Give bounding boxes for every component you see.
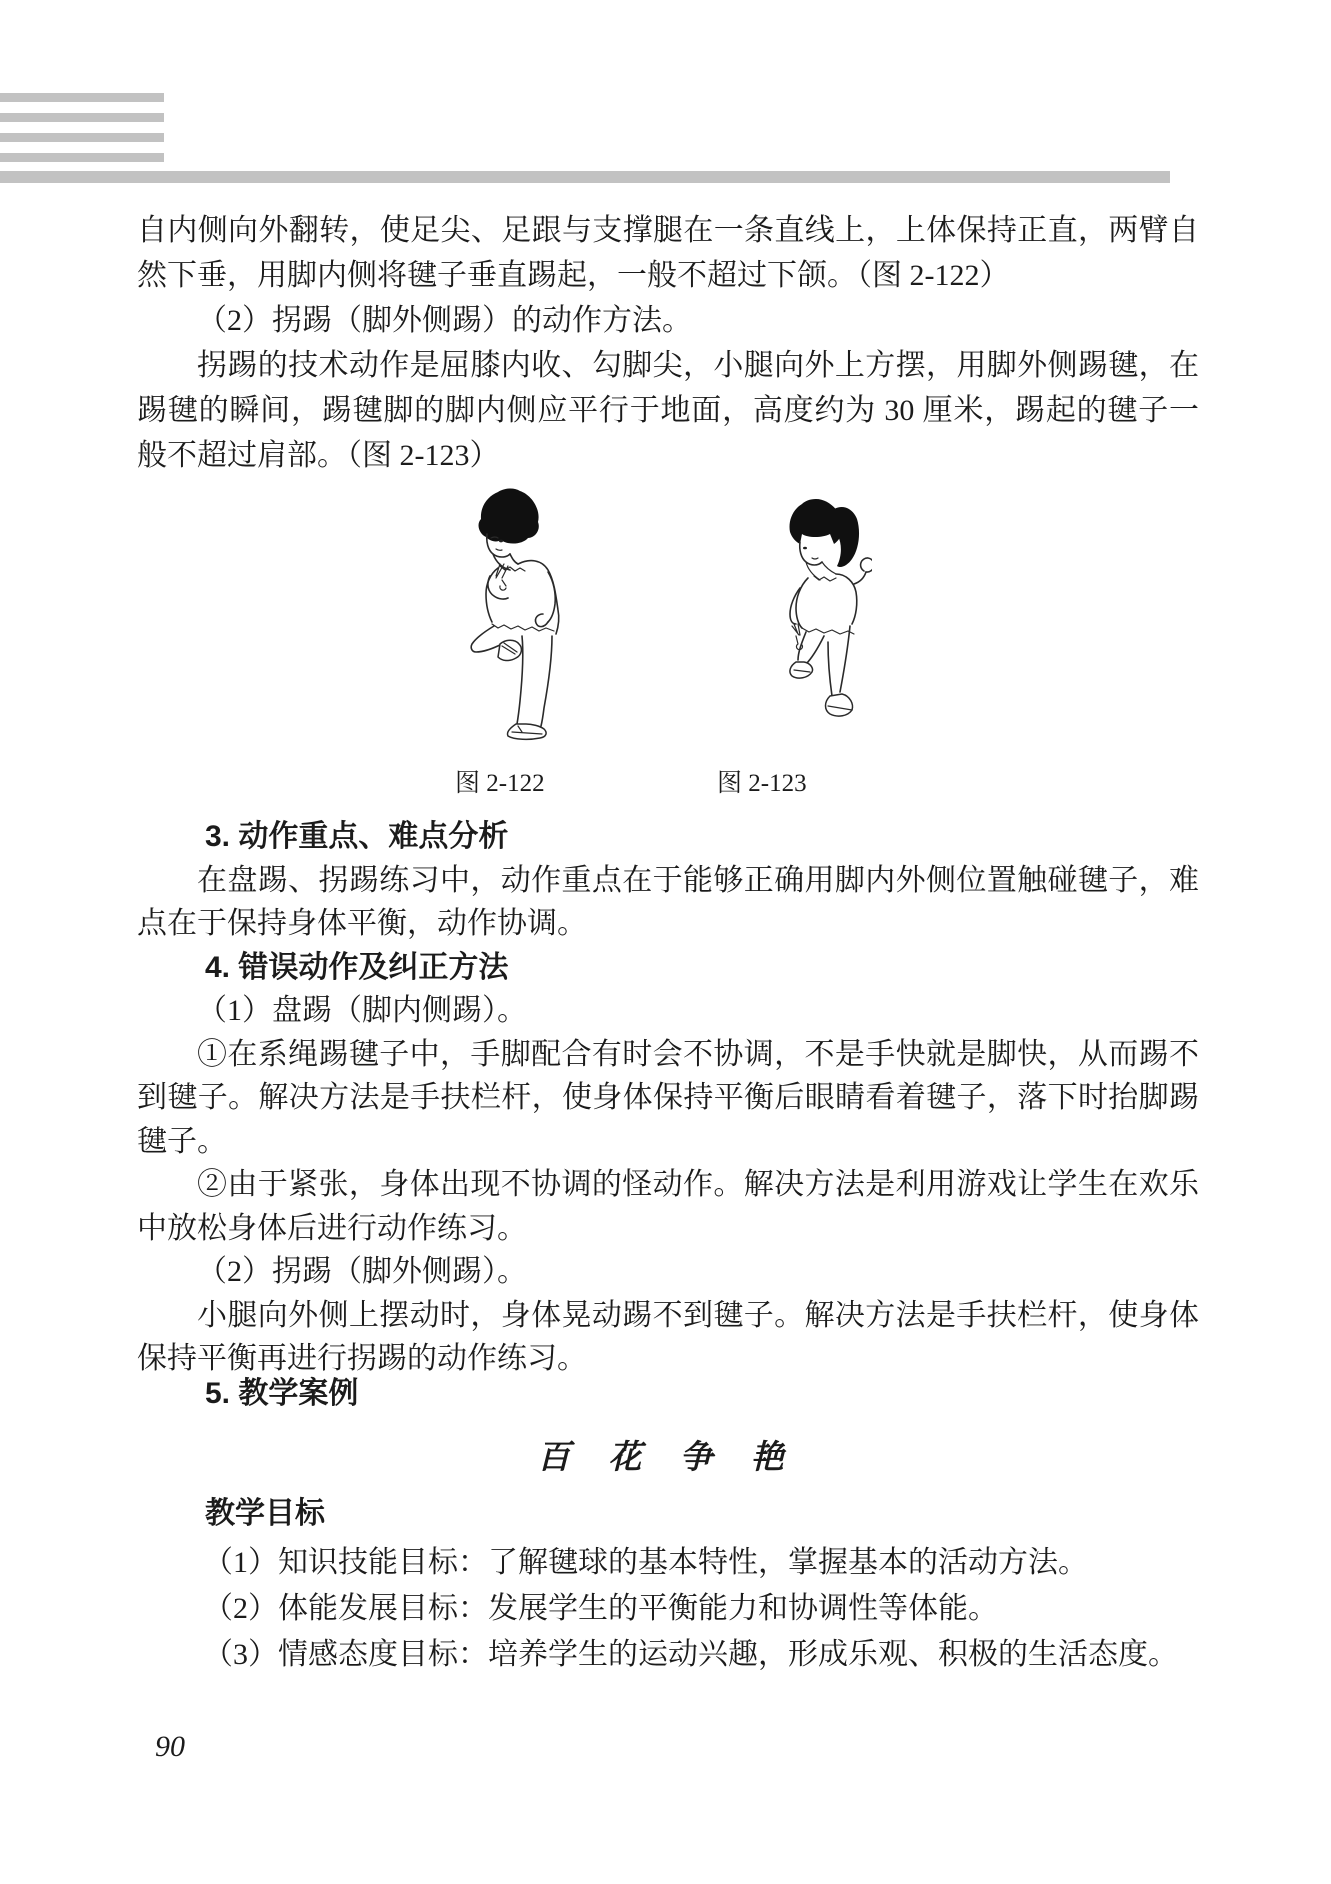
paragraph-guai-kick-method-detail: 拐踢的技术动作是屈膝内收、勾脚尖，小腿向外上方摆，用脚外侧踢毽，在踢毽的瞬间，踢毽脚的脚内侧应平行于地面，高度约为 30 厘米，踢起的毽子一般不超过肩部。（图 2-123） <box>137 349 1199 472</box>
header-stripe-1 <box>0 93 164 102</box>
paragraph-pan-kick-title: （1）盘踢（脚内侧踢）。 <box>197 994 527 1027</box>
page-number: 90 <box>155 1730 185 1763</box>
header-stripe-4 <box>0 153 164 162</box>
section-4-heading: 4. 错误动作及纠正方法 <box>205 950 509 984</box>
teaching-case-title: 百 花 争 艳 <box>537 1440 799 1476</box>
paragraph-error-1: ①在系绳踢毽子中，手脚配合有时会不协调，不是手快就是脚快，从而踢不到毽子。解决方法是手扶栏杆，使身体保持平衡后眼睛看着毽子，落下时抬脚踢毽子。 <box>137 1037 1199 1158</box>
figure-2-123-girl-outer-kick-illustration <box>772 496 872 740</box>
header-stripe-2 <box>0 113 164 122</box>
paragraph-keypoints-analysis: 在盘踢、拐踢练习中，动作重点在于能够正确用脚内外侧位置触碰毽子，难点在于保持身体平衡，动作协调。 <box>137 863 1199 940</box>
paragraph-error-2: ②由于紧张，身体出现不协调的怪动作。解决方法是利用游戏让学生在欢乐中放松身体后进行动作练习。 <box>137 1168 1199 1245</box>
paragraph-guai-kick-method-title: （2）拐踢（脚外侧踢）的动作方法。 <box>197 304 692 337</box>
body-text-bottom <box>137 1372 1199 1678</box>
teaching-goals-heading: 教学目标 <box>205 1497 325 1530</box>
header-stripe-3 <box>0 133 164 142</box>
paragraph-pan-kick-continuation: 自内侧向外翻转，使足尖、足跟与支撑腿在一条直线上，上体保持正直，两臂自然下垂，用脚内侧将毽子垂直踢起，一般不超过下颌。（图 2-122） <box>137 214 1199 292</box>
figure-2-122-caption: 图 2-122 <box>455 770 545 797</box>
section-3-heading: 3. 动作重点、难点分析 <box>205 820 509 853</box>
header-rule-bar <box>0 171 1170 183</box>
section-5-heading: 5. 教学案例 <box>205 1377 359 1410</box>
boy-line-drawing <box>460 486 572 746</box>
goal-knowledge-skill: （1）知识技能目标：了解毽球的基本特性，掌握基本的活动方法。 <box>203 1546 1088 1579</box>
goal-physical-development: （2）体能发展目标：发展学生的平衡能力和协调性等体能。 <box>203 1592 998 1625</box>
paragraph-guai-kick-title: （2）拐踢（脚外侧踢）。 <box>197 1255 527 1288</box>
body-text-top <box>137 208 1199 478</box>
body-text-middle <box>137 815 1199 1381</box>
girl-line-drawing <box>772 496 872 740</box>
figure-2-123-caption: 图 2-123 <box>717 770 807 797</box>
figure-2-122-boy-inner-kick-illustration <box>460 486 572 746</box>
paragraph-error-3: 小腿向外侧上摆动时，身体晃动踢不到毽子。解决方法是手扶栏杆，使身体保持平衡再进行拐踢的动作练习。 <box>137 1298 1199 1375</box>
goal-emotional-attitude: （3）情感态度目标：培养学生的运动兴趣，形成乐观、积极的生活态度。 <box>203 1638 1178 1671</box>
